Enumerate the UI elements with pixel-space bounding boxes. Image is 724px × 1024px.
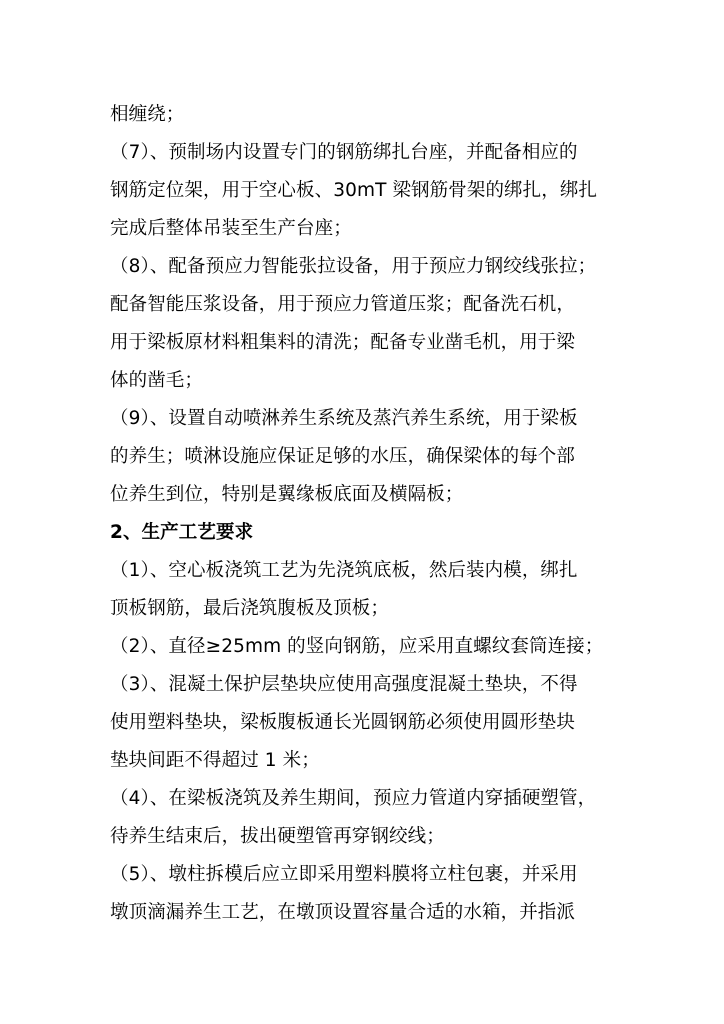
text-line-6: 配备智能压浆设备，用于预应力管道压浆；配备洗石机， — [110, 294, 576, 315]
text-line-3: 钢筋定位架，用于空心板、30mT 梁钢筋骨架的绑扎，绑扎 — [110, 180, 598, 201]
text-line-19: （4）、在梁板浇筑及养生期间，预应力管道内穿插硬塑管， — [110, 788, 597, 809]
text-line-5: （8）、配备预应力智能张拉设备，用于预应力钢绞线张拉； — [110, 256, 597, 277]
text-line-21: （5）、墩柱拆模后应立即采用塑料膜将立柱包裹，并采用 — [110, 864, 578, 885]
text-line-17: 使用塑料垫块，梁板腹板通长光圆钢筋必须使用圆形垫块 — [110, 712, 576, 733]
text-line-15: （2）、直径≥25mm 的竖向钢筋，应采用直螺纹套筒连接； — [110, 636, 604, 657]
text-line-10: 的养生；喷淋设施应保证足够的水压，确保梁体的每个部 — [110, 446, 576, 467]
text-line-9: （9）、设置自动喷淋养生系统及蒸汽养生系统，用于梁板 — [110, 408, 578, 429]
text-line-22: 墩顶滴漏养生工艺，在墩顶设置容量合适的水箱，并指派 — [110, 902, 576, 923]
text-line-13: （1）、空心板浇筑工艺为先浇筑底板，然后装内模，绑扎 — [110, 560, 578, 581]
section-heading: 2、生产工艺要求 — [110, 522, 254, 543]
text-line-8: 体的凿毛； — [110, 370, 204, 391]
text-line-1: 相缠绕； — [110, 104, 185, 125]
text-line-16: （3）、混凝土保护层垫块应使用高强度混凝土垫块，不得 — [110, 674, 578, 695]
text-line-11: 位养生到位，特别是翼缘板底面及横隔板； — [110, 484, 464, 505]
text-line-20: 待养生结束后，拔出硬塑管再穿钢绞线； — [110, 826, 445, 847]
text-line-4: 完成后整体吊装至生产台座； — [110, 218, 352, 239]
text-line-2: （7）、预制场内设置专门的钢筋绑扎台座，并配备相应的 — [110, 142, 578, 163]
text-line-18: 垫块间距不得超过 1 米； — [110, 750, 320, 771]
text-line-14: 顶板钢筋，最后浇筑腹板及顶板； — [110, 598, 390, 619]
text-line-7: 用于梁板原材料粗集料的清洗；配备专业凿毛机，用于梁 — [110, 332, 576, 353]
